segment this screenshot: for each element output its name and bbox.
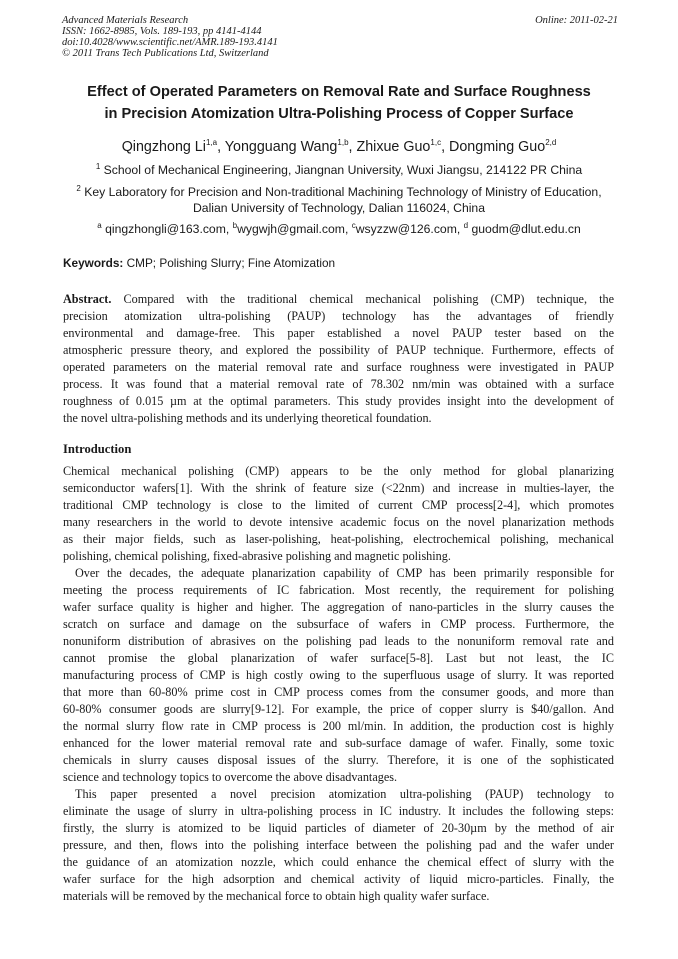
copyright-line: © 2011 Trans Tech Publications Ltd, Switzerland [62,48,269,59]
affiliation-text: School of Mechanical Engineering, Jiangnan University, Wuxi Jiangsu, 214122 PR China [103,163,583,177]
journal-header [62,15,618,59]
paragraph-line: Over the decades, the adequate planarization capability of CMP has been primarily responsible for [75,566,614,580]
keywords-text: CMP; Polishing Slurry; Fine Atomization [126,256,336,270]
author-name: Zhixue Guo [356,139,431,155]
affiliation-text-line-2: Dalian University of Technology, Dalian 116024, China [193,201,485,215]
author-name: Dongming Guo [449,139,546,155]
online-date: Online: 2011-02-21 [535,15,618,26]
paragraph-line: wafer surface for the high adsorption and chemical activity of liquid micro-particles. Finally, the [63,872,614,886]
email-address[interactable]: wygwjh@gmail.com [237,222,345,236]
email-list: $^a$ qingzhongli@163.com, $^b$wygwjh@gmail.com, $^c$wsyzzw@126.com, $^d$ guodm@dlut.edu.cn [97,220,581,236]
paragraph-line: scratch on surface and damage on the subsurface of wafers in CMP process. Furthermore, the [63,617,614,631]
keywords-label: Keywords: [63,256,124,270]
paragraph-line: traditional CMP technology is close to the limited of current CMP process[2-4], which promotes [63,498,614,512]
email-mark: d [463,220,469,230]
paper-title [40,81,638,125]
paragraph-line: cannot promise the global planarization of wafer surface[5-8]. Last but not least, the IC [63,651,614,665]
paragraph-line: that more than 60-80% prime cost in CMP process comes from the consumer goods, and more than [63,685,614,699]
paragraph-line: the normal slurry flow rate in CMP process is 200 ml/min. In addition, the production cost is highly [63,719,614,733]
abstract-line: Compared with the traditional chemical mechanical polishing (CMP) technique, the [123,292,614,306]
issn-line: ISSN: 1662-8985, Vols. 189-193, pp 4141-4144 [62,26,262,37]
email-address[interactable]: guodm@dlut.edu.cn [471,222,581,236]
paragraph-line: enhanced for the lower material removal rate and sub-surface damage of wafer. Finally, some toxic [63,736,614,750]
email-mark: a [97,220,102,230]
paragraph-line: many researchers in the world to devote intensive academic focus on the novel planarization methods [63,515,614,529]
paragraph-line: Chemical mechanical polishing (CMP) appears to be the only method for global planarizing [63,464,614,478]
email-address[interactable]: qingzhongli@163.com [105,222,226,236]
paragraph-line: polishing, chemical polishing, fixed-abrasive polishing and magnetic polishing. [63,549,451,563]
abstract-label: Abstract. [63,292,112,306]
affiliation-text: Key Laboratory for Precision and Non-traditional Machining Technology of Ministry of Education, [84,185,602,199]
paragraph-line: 60-80% consumer goods are slurry[9-12]. For example, the price of copper slurry is $40/gallon. And [63,702,614,716]
section-heading-introduction: Introduction [63,442,132,456]
author-affiliation-mark: 1,b [337,138,349,148]
abstract-line: environmental and damage-free. This paper established a novel PAUP tester based on the [63,326,614,340]
affiliation-mark: 1 [95,161,101,171]
keywords [63,256,335,270]
author-affiliation-mark: 1,a [205,138,218,148]
paragraph-line: firstly, the slurry is atomized to be liquid particles of diameter of 20-30µm by the method of air [63,821,614,835]
affiliation-mark: 2 [76,183,81,193]
abstract-line: the novel ultra-polishing methods and its underlying theoretical foundation. [63,411,432,425]
author-affiliation-mark: 2,d [545,138,557,148]
paragraph-line: science and technology topics to overcome the above disadvantages. [63,770,398,784]
abstract-line: atmospheric pressure theory, and explored the possibility of PAUP technique. Furthermore, effects of [63,343,614,357]
email-address[interactable]: wsyzzw@126.com [355,222,457,236]
affiliation-1 [40,162,638,178]
abstract-line: operated parameters on the material removal rate and surface roughness were investigated in PAUP [63,360,614,374]
introduction-body [63,463,614,905]
author-name: Yongguang Wang [224,139,338,155]
paragraph-line: manufacturing process of CMP is high costly owing to the superfluous usage of slurry. It was reported [63,668,614,682]
author-affiliation-mark: 1,c [430,138,442,148]
paragraph-line: the guidance of an atomization nozzle, which could enhance the chemical effect of slurry with the [63,855,614,869]
email-mark: b [232,220,238,230]
paragraph-line: as their major fields, such as laser-polishing, heat-polishing, electrochemical polishing, mechanical [63,532,614,546]
paragraph-line: nonuniform distribution of abrasives on the polishing pad leads to the nonuniform removal rate and [63,634,614,648]
abstract-line: precision atomization ultra-polishing (PAUP) technology has the advantages of friendly [63,309,614,323]
title-line-1: Effect of Operated Parameters on Removal Rate and Surface Roughness [87,84,591,100]
abstract-line: process. It was found that a material removal rate of 78.302 nm/min was obtained with a surface [63,377,614,391]
paragraph-line: materials will be removed by the mechanical force to obtain high quality wafer surface. [63,889,490,903]
paragraph-line: pressure, and then, flows into the polishing interface between the polishing pad and the wafer under [63,838,614,852]
author-name: Qingzhong Li [121,139,206,155]
title-line-2: in Precision Atomization Ultra-Polishing Process of Copper Surface [104,106,574,122]
paragraph-line: wafer surface quality is higher and higher. The aggregation of nano-particles in the slurry causes the [63,600,614,614]
paragraph-line: This paper presented a novel precision atomization ultra-polishing (PAUP) technology to [75,787,614,801]
author-list: Qingzhong Li$^{1,a}$, Yongguang Wang$^{1,b}$, Zhixue Guo$^{1,c}$, Dongming Guo$^{2,d}$ [121,138,557,155]
abstract-line: roughness of 0.015 µm at the optimal parameters. This study provides insight into the development of [63,394,614,408]
paragraph-line: eliminate the usage of slurry in ultra-polishing process in IC industry. It includes the following steps: [63,804,614,818]
paragraph-line: chemicals in slurry causes disposal issues of the slurry. Therefore, it is one of the sophisticated [63,753,614,767]
paragraph-line: semiconductor wafers[1]. With the shrink of feature size (<22nm) and increase in multies-layer, the [63,481,614,495]
email-mark: c [351,220,356,230]
abstract [63,291,614,427]
affiliation-2 [40,184,638,216]
paragraph-line: meeting the process requirements of IC fabrication. Most recently, the requirement for polishing [63,583,614,597]
doi-line: doi:10.4028/www.scientific.net/AMR.189-193.4141 [62,37,278,48]
journal-name: Advanced Materials Research [62,15,189,26]
